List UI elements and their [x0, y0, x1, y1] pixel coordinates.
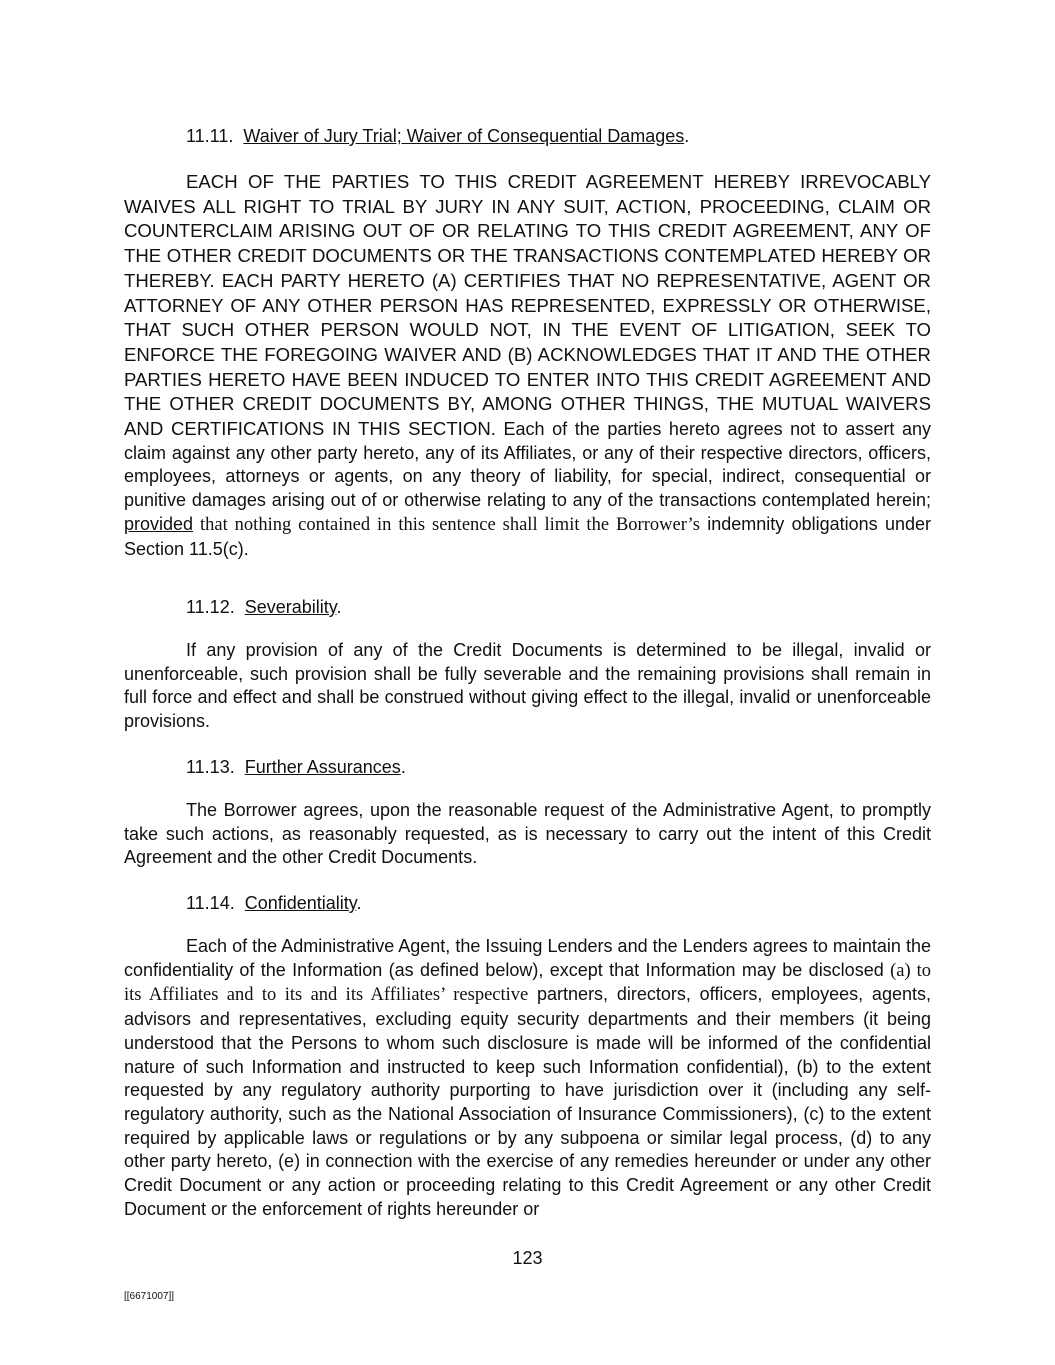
- section-number: 11.14.: [186, 893, 235, 913]
- further-assurances-paragraph: The Borrower agrees, upon the reasonable request of the Administrative Agent, to promptly take such actions, as reasonably requested, as is necessary to carry out the intent of this Credit Agreement and the other Credit Documents.: [124, 800, 931, 868]
- section-title-period: .: [684, 126, 690, 146]
- section-heading-11-14: [186, 891, 361, 915]
- jury-waiver-caps-text: EACH OF THE PARTIES TO THIS CREDIT AGREEMENT HEREBY IRREVOCABLY WAIVES ALL RIGHT TO TRIAL BY JURY IN ANY SUIT, ACTION, PROCEEDING, CLAIM OR COUNTERCLAIM ARISING OUT OF OR RELATING TO THIS CREDIT AGREEMENT, ANY OF THE OTHER CREDIT DOCUMENTS OR THE TRANSACTIONS CONTEMPLATED HEREBY OR THEREBY. EACH PARTY HERETO (A) CERTIFIES THAT NO REPRESENTATIVE, AGENT OR ATTORNEY OF ANY OTHER PERSON HAS REPRESENTED, EXPRESSLY OR OTHERWISE, THAT SUCH OTHER PERSON WOULD NOT, IN THE EVENT OF LITIGATION, SEEK TO ENFORCE THE FOREGOING WAIVER AND (B) ACKNOWLEDGES THAT IT AND THE OTHER PARTIES HERETO HAVE BEEN INDUCED TO ENTER INTO THIS CREDIT AGREEMENT AND THE OTHER CREDIT DOCUMENTS BY, AMONG OTHER THINGS, THE MUTUAL WAIVERS AND CERTIFICATIONS IN THIS SECTION.: [124, 171, 931, 440]
- confidentiality-paragraph: [124, 935, 931, 1221]
- confidentiality-body-text: partners, directors, officers, employees, agents, advisors and representatives, excluding equity security departments and their members (it being understood that the Persons to whom such disclosure is made will be informed of the confidential nature of such Information and instructed to keep such Information confidential), (b) to the extent requested by any regulatory authority purporting to have jurisdiction over it (including any self-regulatory authority, such as the National Association of Insurance Commissioners), (c) to the extent required by applicable laws or regulations or by any subpoena or similar legal process, (d) to any other party hereto, (e) in connection with the exercise of any remedies hereunder or under any other Credit Document or any action or proceeding relating to this Credit Agreement or any other Credit Document or the enforcement of rights hereunder or: [124, 984, 931, 1219]
- borrower-limit-text: that nothing contained in this sentence shall limit the Borrower’s: [193, 514, 700, 535]
- provided-term: provided: [124, 513, 194, 534]
- page-number: 123: [512, 1248, 543, 1268]
- severability-paragraph: If any provision of any of the Credit Documents is determined to be illegal, invalid or unenforceable, such provision shall be fully severable and the remaining provisions shall remain in full force and effect and shall be construed without giving effect to the illegal, invalid or unenforceable provisions.: [124, 640, 931, 732]
- section-heading-11-12: [186, 595, 341, 619]
- section-title-period: .: [400, 757, 406, 777]
- section-title-period: .: [336, 597, 342, 617]
- section-heading-11-11: [186, 124, 689, 148]
- section-number: 11.13.: [186, 757, 235, 777]
- indemnity-text: indemnity obligations under Section 11.5(c).: [124, 513, 931, 559]
- section-title: Waiver of Jury Trial; Waiver of Consequential Damages: [243, 126, 685, 146]
- section-title: Severability: [244, 597, 337, 617]
- jury-waiver-paragraph: [124, 170, 931, 561]
- section-title: Further Assurances: [244, 757, 401, 777]
- section-heading-11-13: [186, 755, 406, 779]
- section-number: 11.11.: [186, 126, 234, 146]
- consequential-damages-text: Each of the parties hereto agrees not to assert any claim against any other party hereto, any of its Affiliates, or any of their respective directors, officers, employees, attorneys or agents, on any theory of liability, for special, indirect, consequential or punitive damages arising out of or otherwise relating to any of the transactions contemplated herein;: [124, 419, 931, 511]
- confidentiality-intro-text: Each of the Administrative Agent, the Issuing Lenders and the Lenders agrees to maintain the confidentiality of the Information (as defined below), except that Information may be disclosed: [124, 936, 931, 980]
- document-id: [[6671007]]: [124, 1291, 175, 1302]
- section-title-period: .: [356, 893, 362, 913]
- confidentiality-affiliates-text: (a) to its Affiliates and to its and its Affiliates’ respective: [124, 960, 931, 1006]
- section-number: 11.12.: [186, 597, 235, 617]
- document-page: [124, 0, 931, 1365]
- section-title: Confidentiality: [244, 893, 357, 913]
